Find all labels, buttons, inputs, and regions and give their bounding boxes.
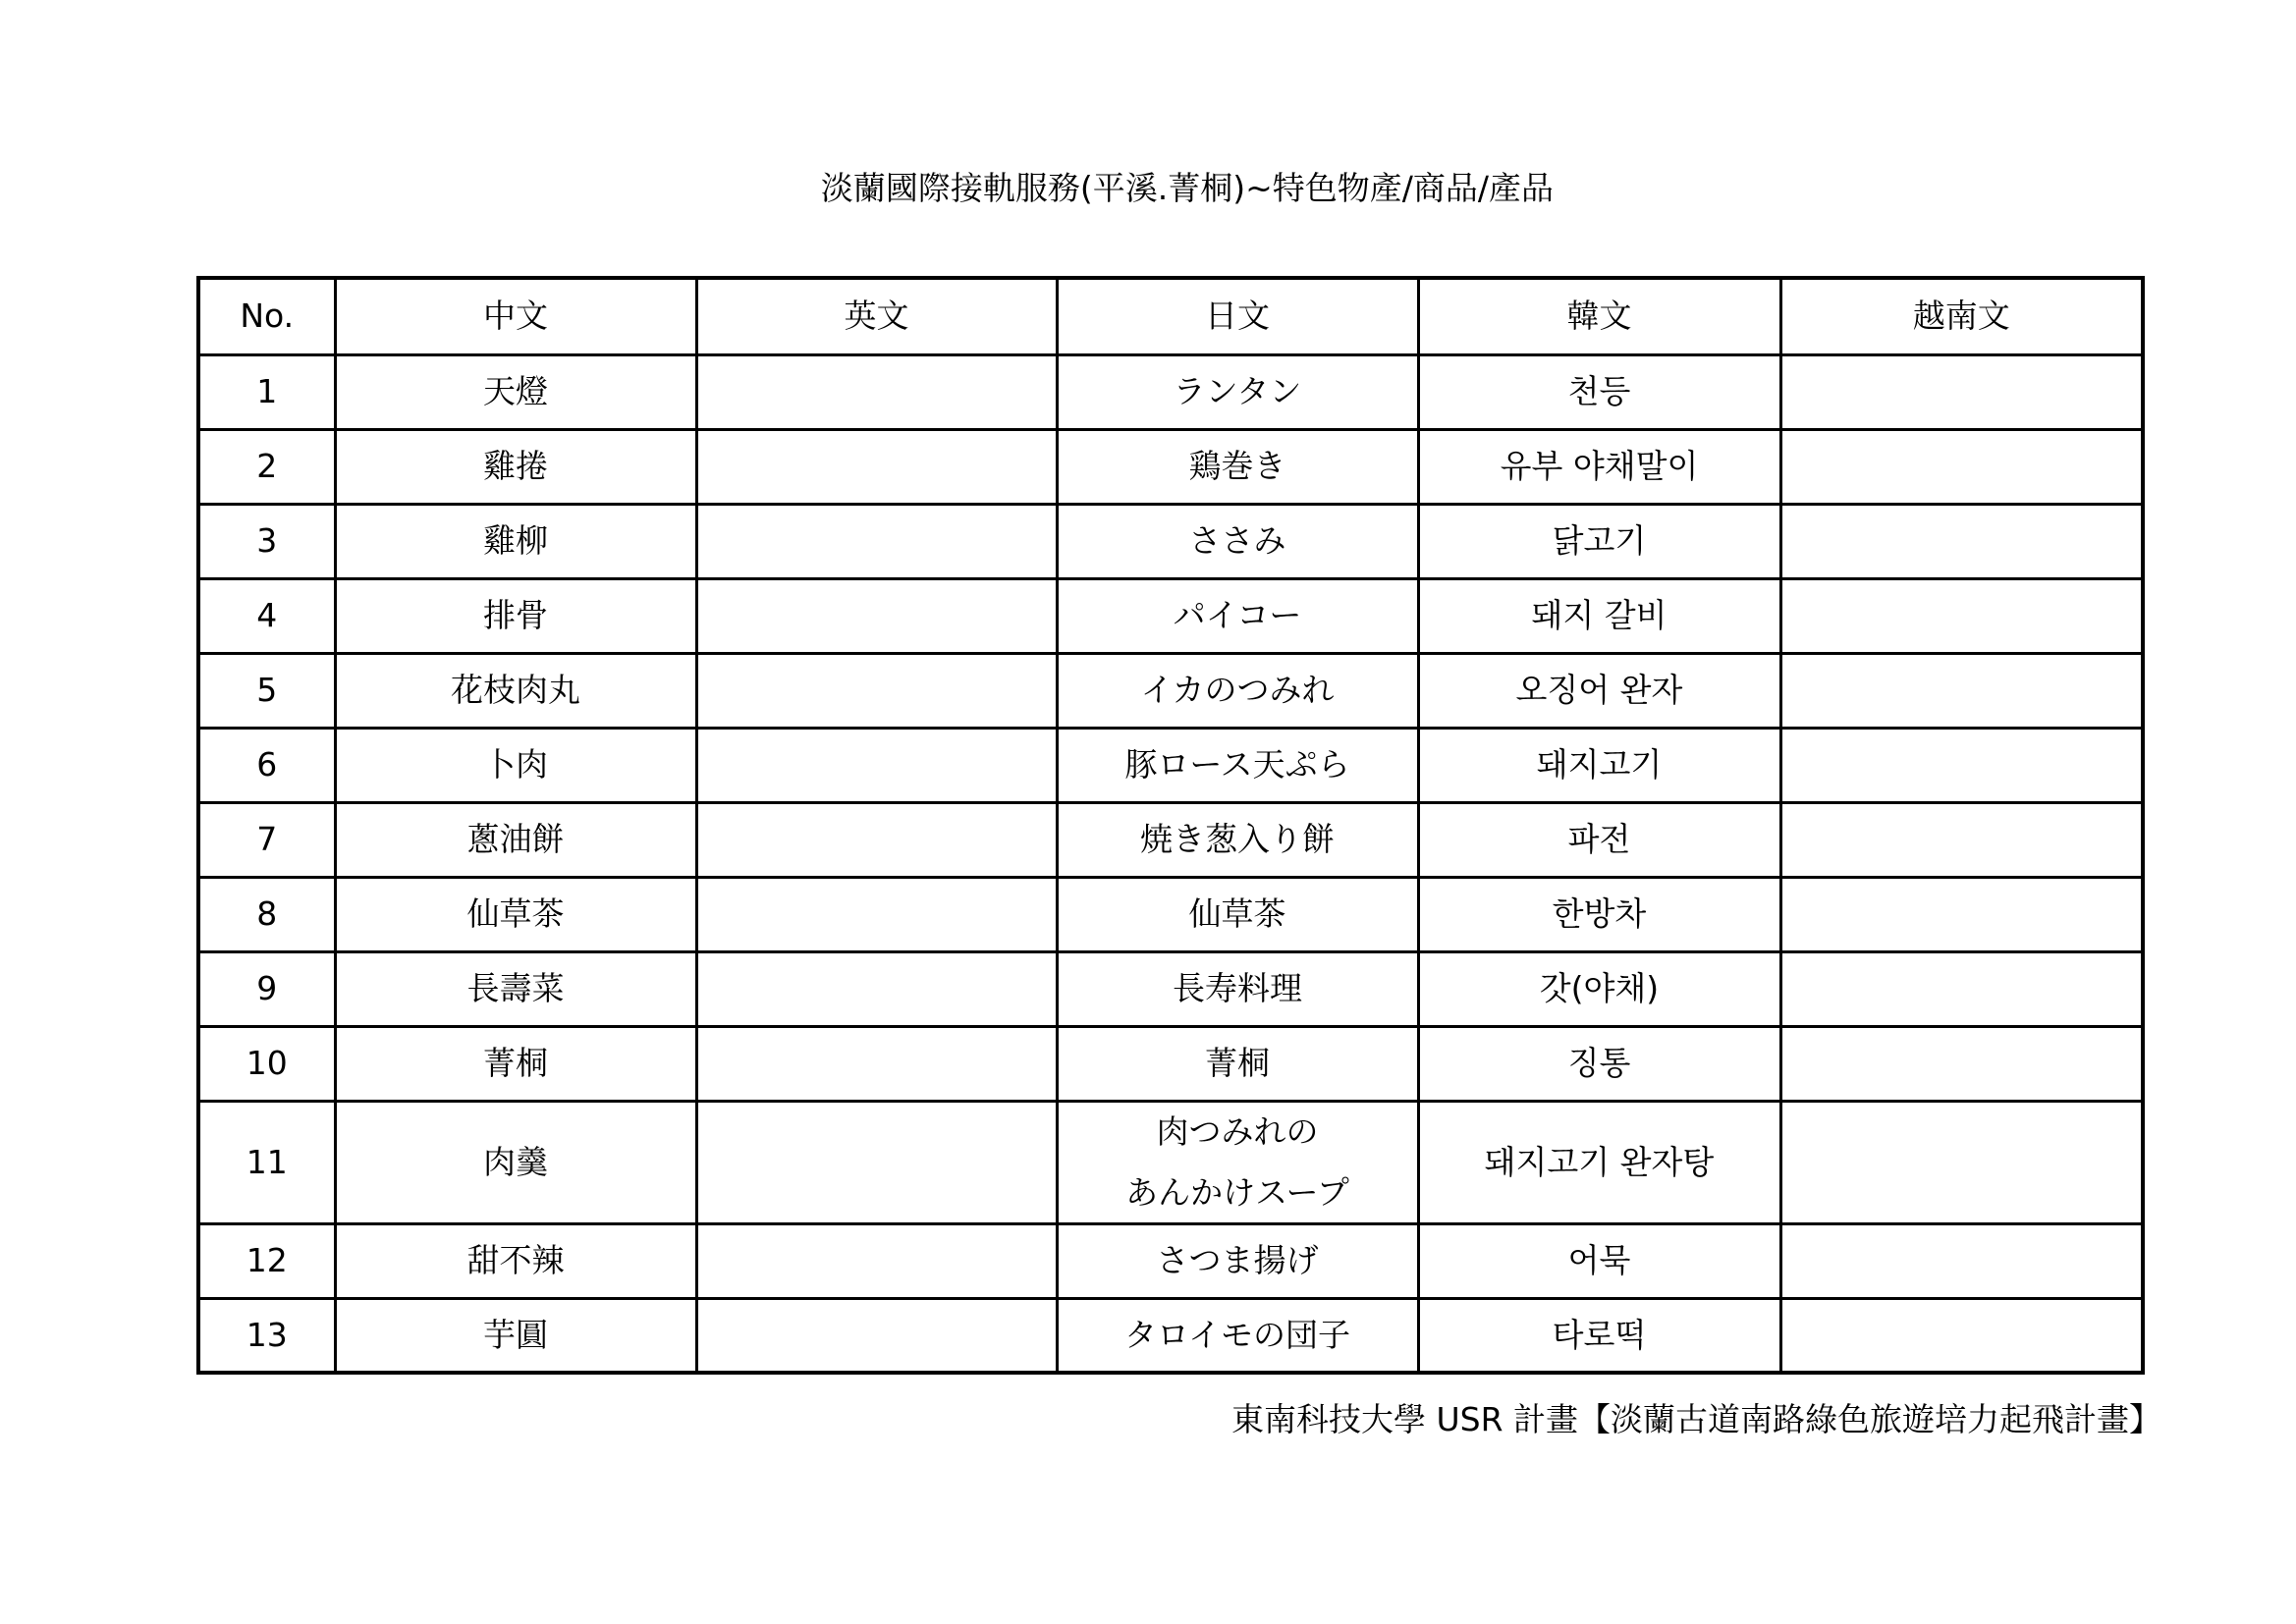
cell-korean: 파전	[1418, 802, 1780, 877]
cell-english	[696, 951, 1057, 1026]
japanese-line: 長寿料理	[1173, 969, 1302, 1007]
cell-chinese: 菁桐	[335, 1026, 696, 1101]
cell-japanese	[1057, 429, 1418, 504]
cell-chinese: 仙草茶	[335, 877, 696, 951]
cell-japanese	[1057, 354, 1418, 429]
cell-chinese: 肉羹	[335, 1101, 696, 1223]
cell-english	[696, 877, 1057, 951]
cell-korean: 오징어 완자	[1418, 653, 1780, 728]
cell-japanese	[1057, 802, 1418, 877]
cell-english	[696, 802, 1057, 877]
cell-korean: 징통	[1418, 1026, 1780, 1101]
cell-no: 3	[198, 504, 335, 578]
header-korean: 韓文	[1418, 278, 1780, 354]
cell-no: 12	[198, 1223, 335, 1298]
cell-chinese: 花枝肉丸	[335, 653, 696, 728]
cell-vietnamese	[1780, 578, 2143, 653]
cell-korean: 돼지고기	[1418, 728, 1780, 802]
cell-korean: 닭고기	[1418, 504, 1780, 578]
japanese-line: 鶏巻き	[1188, 447, 1286, 485]
header-japanese: 日文	[1057, 278, 1418, 354]
table-row	[198, 429, 2143, 504]
header-vietnamese: 越南文	[1780, 278, 2143, 354]
product-glossary-table	[196, 276, 2145, 1375]
japanese-line: さつま揚げ	[1156, 1241, 1319, 1279]
cell-english	[696, 578, 1057, 653]
cell-chinese: 雞柳	[335, 504, 696, 578]
cell-japanese	[1057, 877, 1418, 951]
cell-korean: 천등	[1418, 354, 1780, 429]
japanese-line: パイコー	[1173, 596, 1302, 634]
cell-vietnamese	[1780, 802, 2143, 877]
cell-korean: 돼지고기 완자탕	[1418, 1101, 1780, 1223]
cell-chinese: 卜肉	[335, 728, 696, 802]
cell-vietnamese	[1780, 429, 2143, 504]
cell-chinese: 雞捲	[335, 429, 696, 504]
header-chinese: 中文	[335, 278, 696, 354]
cell-japanese	[1057, 1101, 1418, 1223]
cell-korean: 어묵	[1418, 1223, 1780, 1298]
table-row	[198, 951, 2143, 1026]
table-row	[198, 802, 2143, 877]
japanese-line: 肉つみれの	[1156, 1111, 1319, 1151]
header-no: No.	[198, 278, 335, 354]
japanese-line: 焼き葱入り餅	[1140, 820, 1335, 858]
cell-no: 8	[198, 877, 335, 951]
cell-vietnamese	[1780, 504, 2143, 578]
japanese-line: イカのつみれ	[1140, 671, 1335, 709]
cell-english	[696, 653, 1057, 728]
cell-english	[696, 1223, 1057, 1298]
table-row	[198, 728, 2143, 802]
cell-korean: 갓(야채)	[1418, 951, 1780, 1026]
cell-vietnamese	[1780, 1298, 2143, 1373]
cell-no: 7	[198, 802, 335, 877]
cell-korean: 한방차	[1418, 877, 1780, 951]
cell-chinese: 排骨	[335, 578, 696, 653]
japanese-line: タロイモの団子	[1123, 1315, 1350, 1354]
cell-no: 1	[198, 354, 335, 429]
cell-no: 2	[198, 429, 335, 504]
japanese-line: 仙草茶	[1188, 894, 1286, 933]
cell-vietnamese	[1780, 1026, 2143, 1101]
cell-japanese	[1057, 728, 1418, 802]
cell-japanese	[1057, 504, 1418, 578]
cell-chinese: 蔥油餅	[335, 802, 696, 877]
cell-vietnamese	[1780, 354, 2143, 429]
cell-english	[696, 1298, 1057, 1373]
cell-japanese	[1057, 653, 1418, 728]
cell-korean: 유부 야채말이	[1418, 429, 1780, 504]
document-title: 淡蘭國際接軌服務(平溪.菁桐)~特色物產/商品/產品	[820, 169, 1555, 207]
cell-english	[696, 1101, 1057, 1223]
japanese-line: ランタン	[1173, 372, 1302, 410]
cell-vietnamese	[1780, 1223, 2143, 1298]
japanese-line: ささみ	[1188, 521, 1286, 560]
table-row	[198, 653, 2143, 728]
table-row	[198, 1223, 2143, 1298]
cell-no: 11	[198, 1101, 335, 1223]
cell-no: 13	[198, 1298, 335, 1373]
cell-english	[696, 1026, 1057, 1101]
cell-no: 5	[198, 653, 335, 728]
japanese-line: あんかけスープ	[1125, 1172, 1349, 1212]
table-row	[198, 578, 2143, 653]
cell-japanese	[1057, 951, 1418, 1026]
cell-korean: 타로떡	[1418, 1298, 1780, 1373]
cell-english	[696, 504, 1057, 578]
cell-chinese: 甜不辣	[335, 1223, 696, 1298]
cell-japanese	[1057, 578, 1418, 653]
header-english: 英文	[696, 278, 1057, 354]
table-row	[198, 354, 2143, 429]
cell-vietnamese	[1780, 1101, 2143, 1223]
table-row	[198, 504, 2143, 578]
footer-credit: 東南科技大學 USR 計畫【淡蘭古道南路綠色旅遊培力起飛計畫】	[1230, 1400, 2161, 1438]
cell-vietnamese	[1780, 728, 2143, 802]
cell-vietnamese	[1780, 877, 2143, 951]
cell-japanese	[1057, 1298, 1418, 1373]
cell-chinese: 天燈	[335, 354, 696, 429]
table-header-row	[198, 278, 2143, 354]
table-row	[198, 1298, 2143, 1373]
table-row	[198, 1101, 2143, 1223]
cell-english	[696, 354, 1057, 429]
cell-japanese	[1057, 1223, 1418, 1298]
cell-chinese: 芋圓	[335, 1298, 696, 1373]
cell-korean: 돼지 갈비	[1418, 578, 1780, 653]
table-row	[198, 1026, 2143, 1101]
cell-vietnamese	[1780, 951, 2143, 1026]
cell-vietnamese	[1780, 653, 2143, 728]
cell-chinese: 長壽菜	[335, 951, 696, 1026]
cell-no: 4	[198, 578, 335, 653]
cell-no: 6	[198, 728, 335, 802]
cell-japanese	[1057, 1026, 1418, 1101]
japanese-line: 菁桐	[1205, 1044, 1270, 1082]
japanese-line: 豚ロース天ぷら	[1124, 745, 1350, 784]
cell-english	[696, 429, 1057, 504]
cell-english	[696, 728, 1057, 802]
table-row	[198, 877, 2143, 951]
table-body	[198, 354, 2143, 1373]
cell-no: 9	[198, 951, 335, 1026]
cell-no: 10	[198, 1026, 335, 1101]
